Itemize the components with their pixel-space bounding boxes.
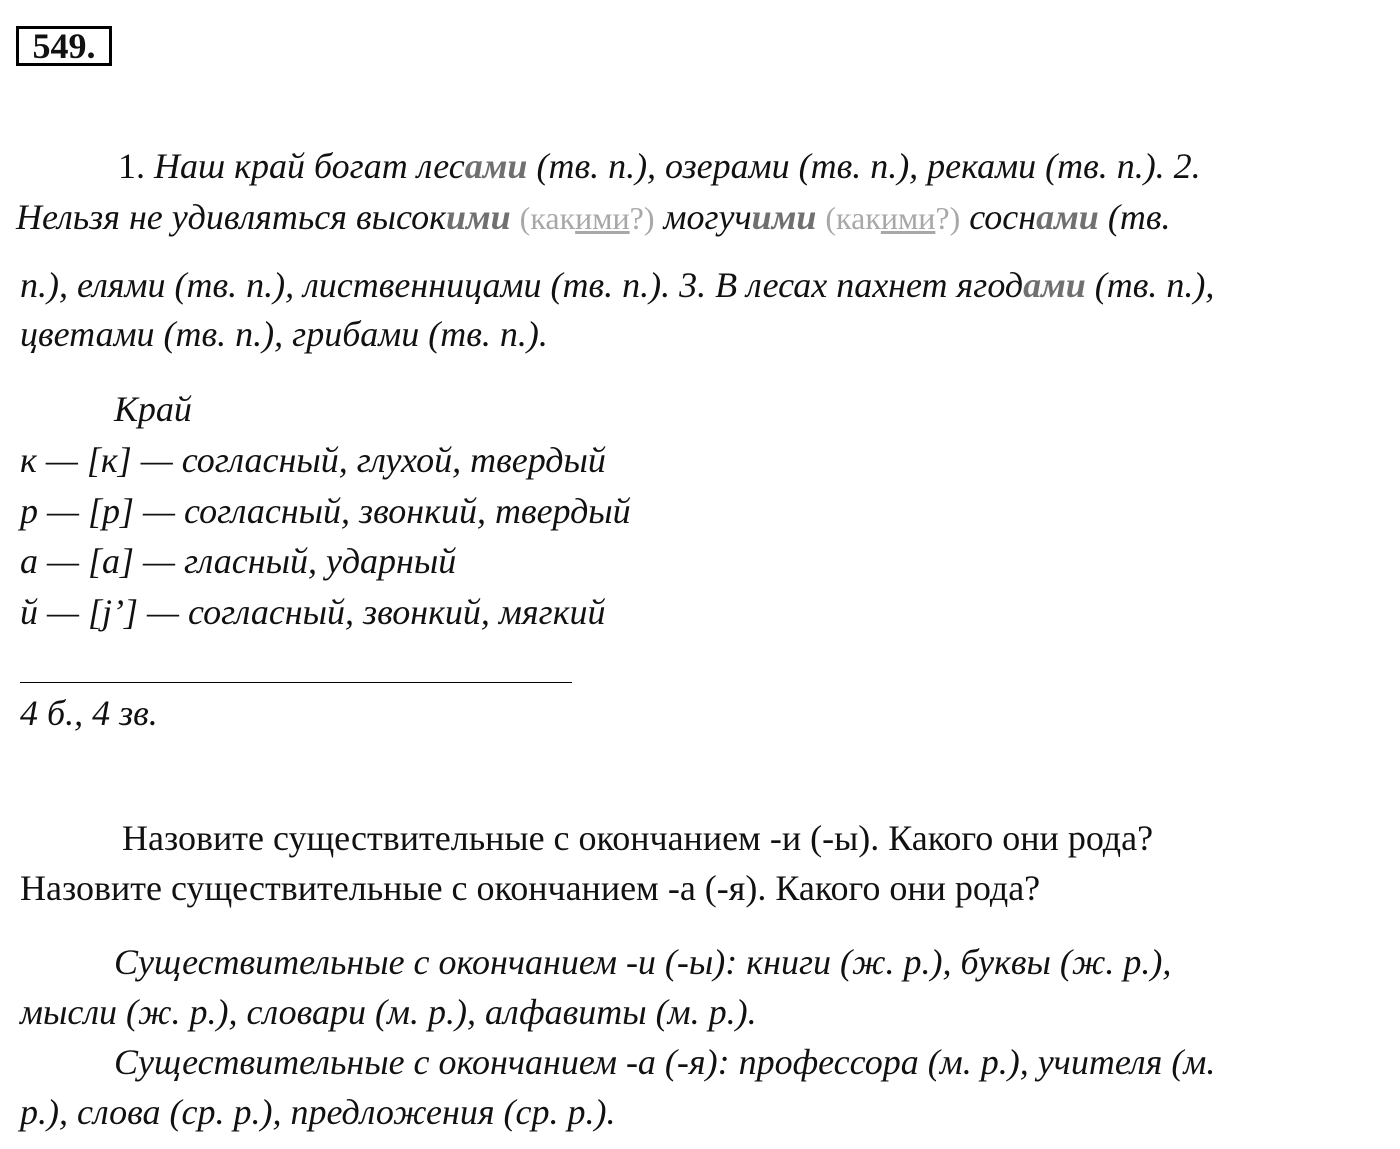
answer-text: (тв. п.), озерами (тв. п.), реками (тв. п.). 2. (527, 146, 1201, 186)
answer-text: (тв. п.), (1085, 265, 1215, 305)
ending-highlight: ами (1036, 197, 1099, 237)
answer2-line-2: мысли (ж. р.), словари (м. р.), алфавиты (м. р.). (20, 992, 757, 1032)
answer2-line-3: Существительные с окончанием -а (-я): профессора (м. р.), учителя (м. (114, 1042, 1216, 1082)
ending-highlight: ими (751, 197, 817, 237)
ending-highlight: ими (445, 197, 511, 237)
answer-text: сосн (960, 197, 1037, 237)
answer-line-4: цветами (тв. п.), грибами (тв. п.). (20, 314, 548, 354)
task-line-2: Назовите существительные с окончанием -а (-я). Какого они рода? (20, 868, 1041, 908)
ending-highlight: ами (464, 146, 528, 186)
phonetic-row: к — [к] — согласный, глухой, твердый (20, 440, 606, 480)
phonetic-row: й — [j’] — согласный, звонкий, мягкий (20, 592, 606, 632)
exercise-number: 549. (16, 26, 112, 66)
answer-text: Наш край богат лес (154, 146, 465, 186)
task-line-1: Назовите существительные с окончанием -и (-ы). Какого они рода? (122, 818, 1154, 858)
answer-line-3 (20, 267, 1214, 303)
phonetic-row: р — [р] — согласный, звонкий, твердый (20, 491, 631, 531)
answer-line-2 (16, 199, 1170, 235)
answer-text: п.), елями (тв. п.), лиственницами (тв. п.). 3. В лесах пахнет ягод (20, 265, 1024, 305)
phonetic-row: а — [а] — гласный, ударный (20, 541, 457, 581)
sentence-number: 1. (118, 146, 154, 186)
answer-text: (тв. (1098, 197, 1171, 237)
question-hint: (какими?) (825, 200, 961, 236)
divider-line (20, 682, 572, 683)
answer2-line-1: Существительные с окончанием -и (-ы): книги (ж. р.), буквы (ж. р.), (114, 942, 1172, 982)
answer2-line-4: р.), слова (ср. р.), предложения (ср. р.). (20, 1092, 616, 1132)
phonetic-word: Край (114, 389, 192, 429)
ending-highlight: ами (1023, 265, 1086, 305)
answer-text: могуч (654, 197, 752, 237)
answer-line-1 (118, 148, 1201, 184)
question-hint: (какими?) (519, 200, 655, 236)
answer-text: Нельзя не удивляться высок (16, 197, 446, 237)
phonetic-summary: 4 б., 4 зв. (20, 693, 158, 733)
